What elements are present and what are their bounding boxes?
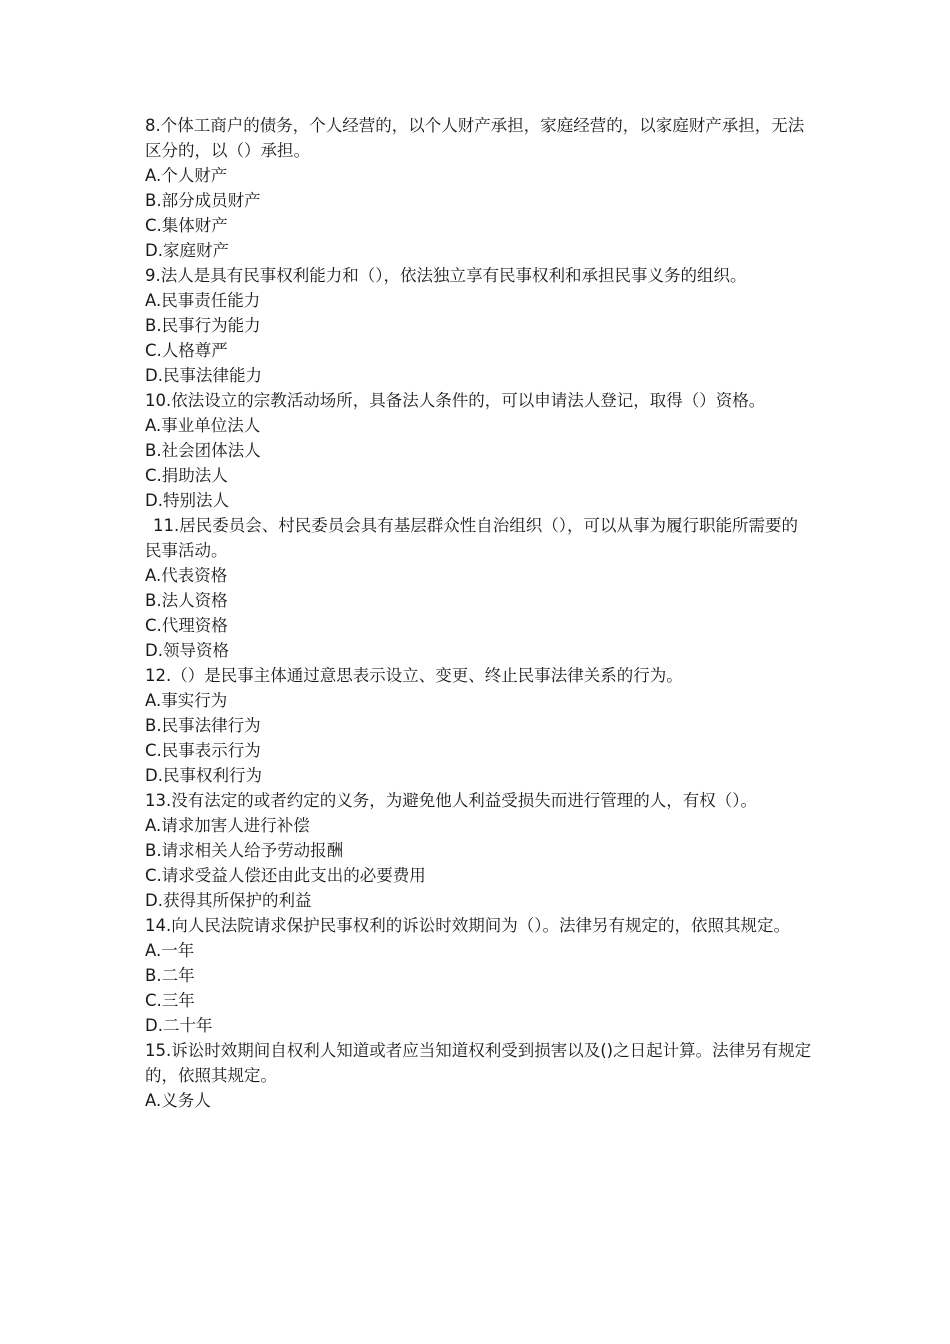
question-10 — [145, 388, 813, 513]
option-d: D.民事权利行为 — [145, 766, 262, 785]
option-a: A.代表资格 — [145, 566, 228, 585]
question-8 — [145, 113, 813, 263]
question-text: 14.向人民法院请求保护民事权利的诉讼时效期间为（）。法律另有规定的，依照其规定。 — [145, 916, 790, 935]
option-d: D.特别法人 — [145, 491, 229, 510]
option-d: D.民事法律能力 — [145, 366, 262, 385]
option-a: A.民事责任能力 — [145, 291, 261, 310]
option-d: D.获得其所保护的利益 — [145, 891, 312, 910]
question-text: 10.依法设立的宗教活动场所，具备法人条件的，可以申请法人登记，取得（）资格。 — [145, 391, 766, 410]
option-b: B.民事法律行为 — [145, 716, 261, 735]
option-c: C.民事表示行为 — [145, 741, 261, 760]
option-a: A.一年 — [145, 941, 195, 960]
option-c: C.三年 — [145, 991, 195, 1010]
option-c: C.捐助法人 — [145, 466, 228, 485]
option-b: B.民事行为能力 — [145, 316, 261, 335]
question-text: 13.没有法定的或者约定的义务，为避免他人利益受损失而进行管理的人，有权（）。 — [145, 791, 757, 810]
question-text: 11.居民委员会、村民委员会具有基层群众性自治组织（），可以从事为履行职能所需要的民事活动。 — [145, 516, 798, 560]
question-9 — [145, 263, 813, 388]
option-d: D.二十年 — [145, 1016, 213, 1035]
option-c: C.集体财产 — [145, 216, 228, 235]
option-b: B.社会团体法人 — [145, 441, 261, 460]
question-11 — [145, 513, 813, 663]
question-13 — [145, 788, 813, 913]
question-text: 15.诉讼时效期间自权利人知道或者应当知道权利受到损害以及()之日起计算。法律另有规定的，依照其规定。 — [145, 1041, 812, 1085]
option-d: D.领导资格 — [145, 641, 229, 660]
question-14 — [145, 913, 813, 1038]
option-b: B.二年 — [145, 966, 195, 985]
question-text: 9.法人是具有民事权利能力和（），依法独立享有民事权利和承担民事义务的组织。 — [145, 266, 747, 285]
option-a: A.请求加害人进行补偿 — [145, 816, 310, 835]
question-15 — [145, 1038, 813, 1113]
option-b: B.部分成员财产 — [145, 191, 261, 210]
option-a: A.义务人 — [145, 1091, 211, 1110]
option-d: D.家庭财产 — [145, 241, 229, 260]
question-12 — [145, 663, 813, 788]
question-text: 12.（）是民事主体通过意思表示设立、变更、终止民事法律关系的行为。 — [145, 666, 683, 685]
option-a: A.事业单位法人 — [145, 416, 261, 435]
option-a: A.个人财产 — [145, 166, 228, 185]
option-b: B.法人资格 — [145, 591, 228, 610]
option-b: B.请求相关人给予劳动报酬 — [145, 841, 344, 860]
option-c: C.请求受益人偿还由此支出的必要费用 — [145, 866, 426, 885]
option-a: A.事实行为 — [145, 691, 228, 710]
option-c: C.代理资格 — [145, 616, 228, 635]
question-list — [145, 113, 813, 1113]
option-c: C.人格尊严 — [145, 341, 228, 360]
question-text: 8.个体工商户的债务，个人经营的，以个人财产承担，家庭经营的，以家庭财产承担，无法区分的，以（）承担。 — [145, 116, 805, 160]
